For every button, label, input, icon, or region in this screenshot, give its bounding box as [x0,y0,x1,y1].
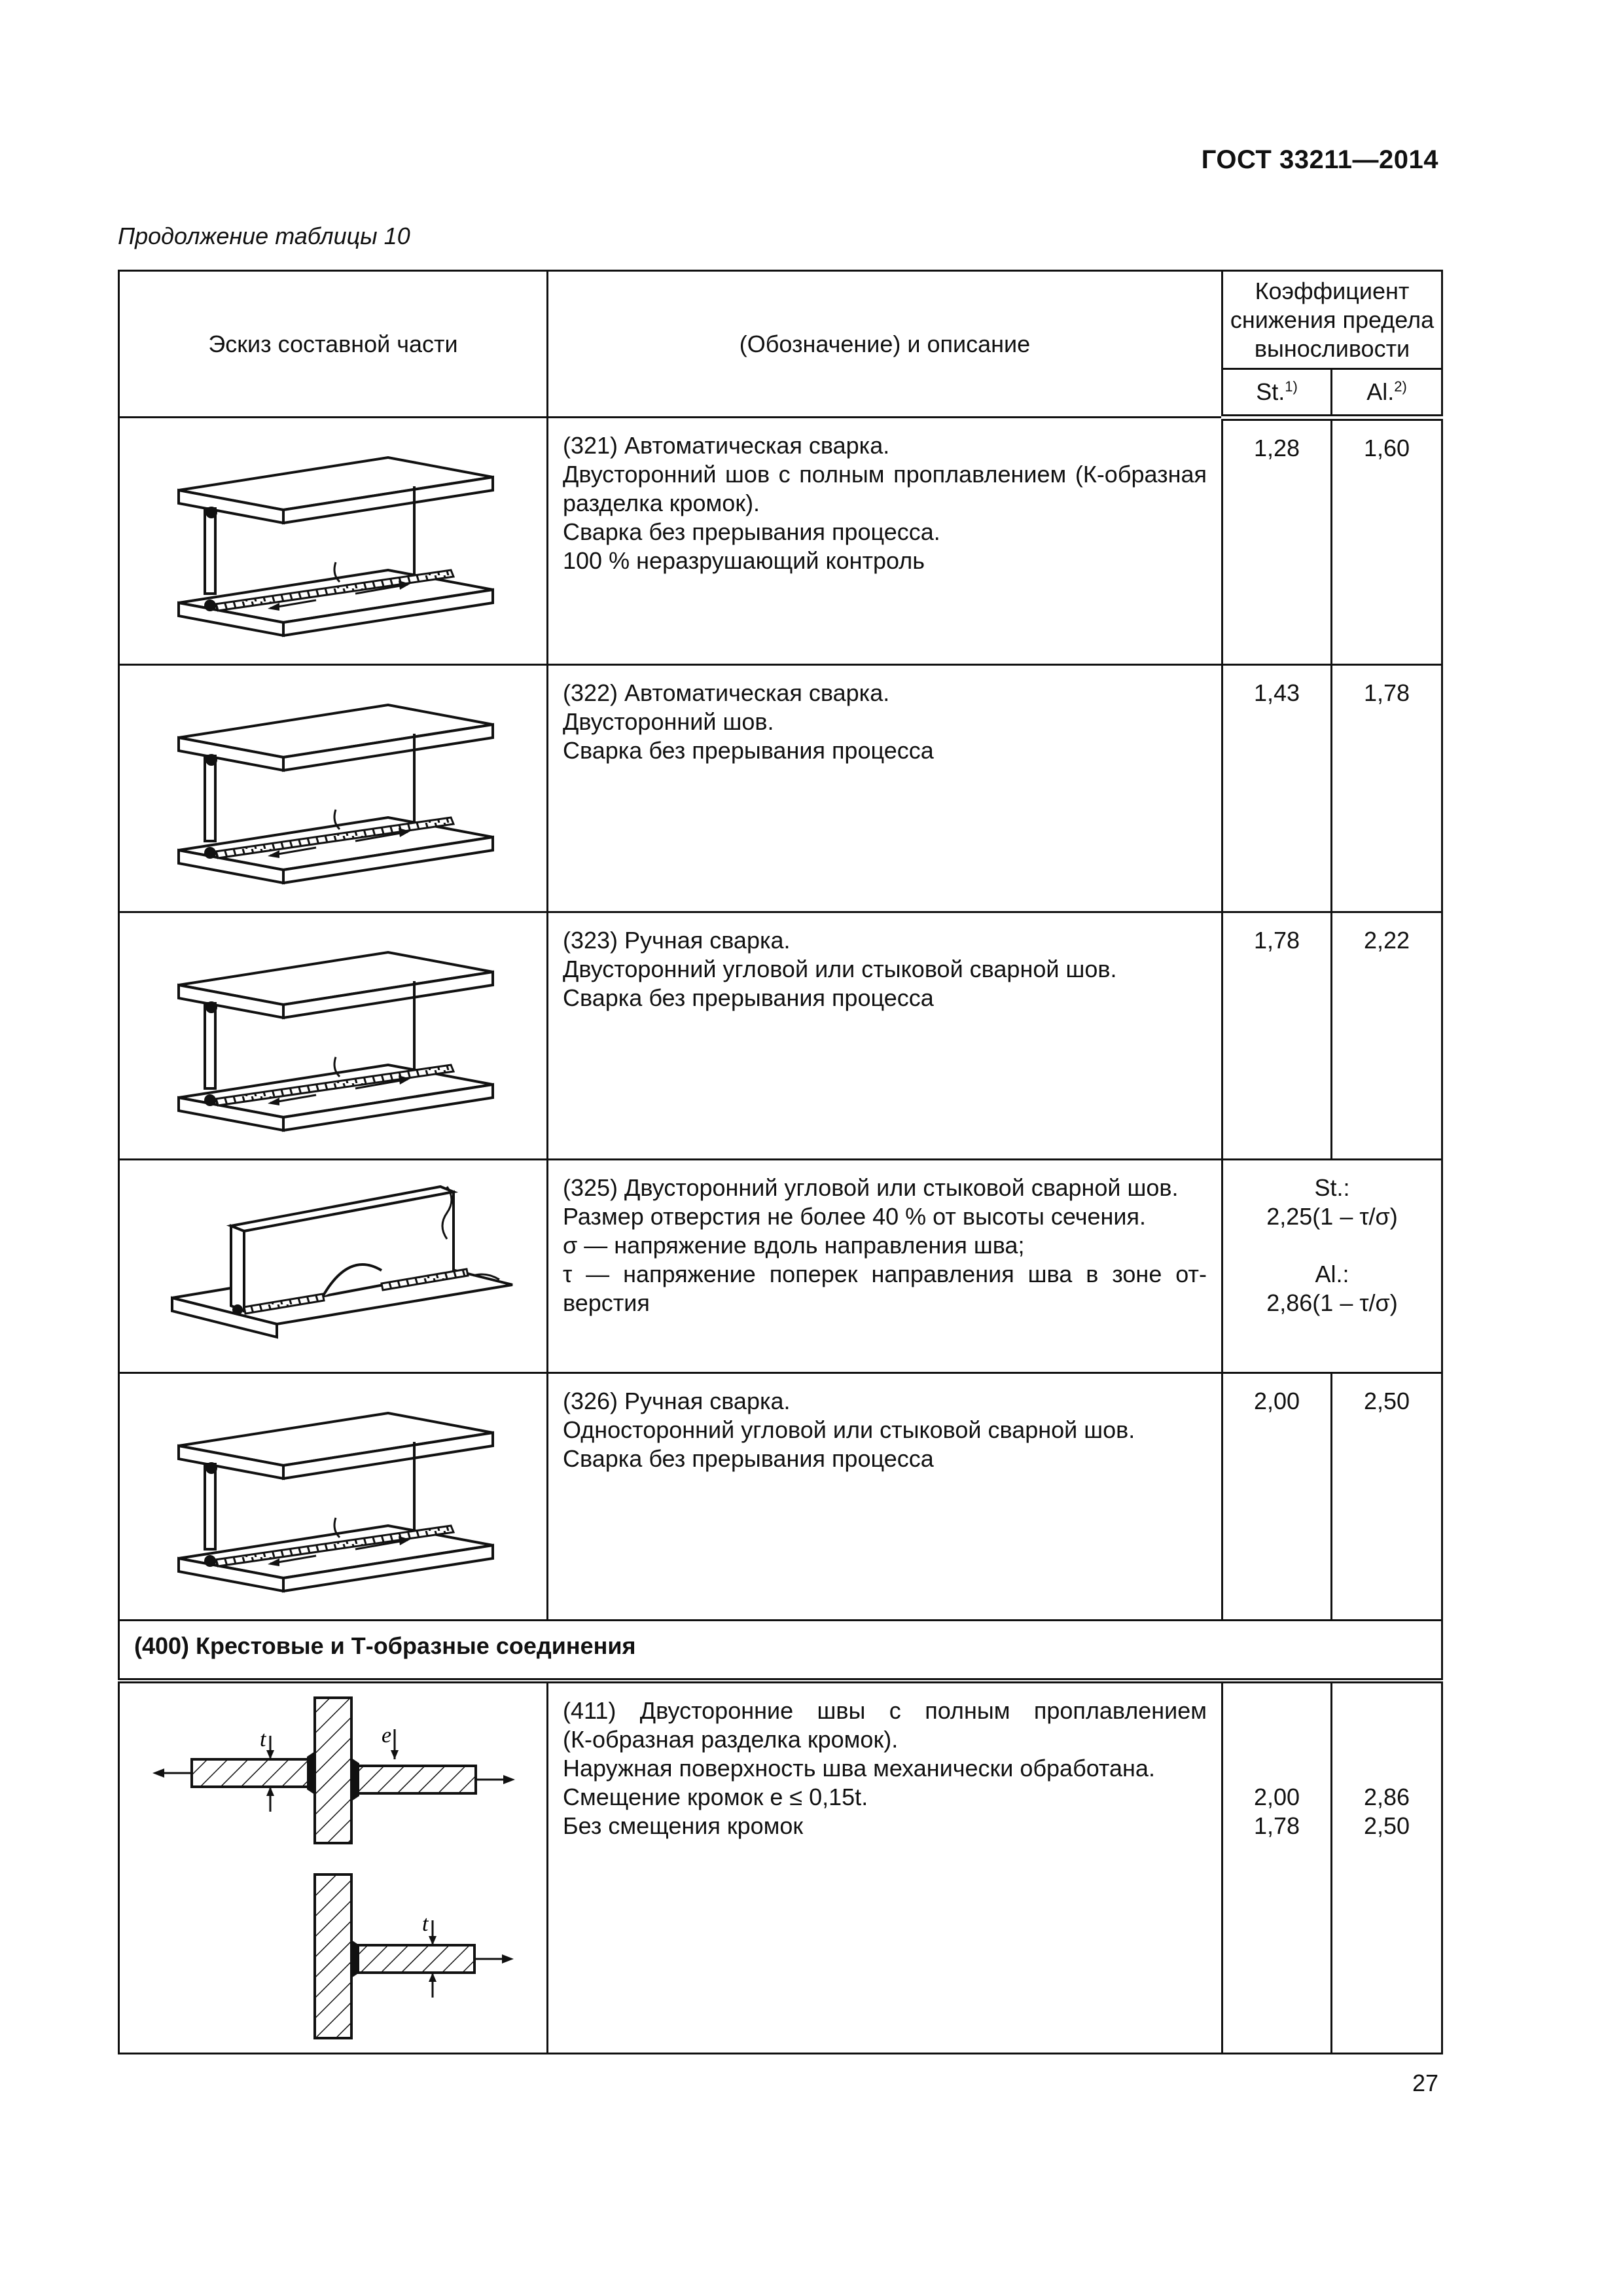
description-322: (322) Автоматическая сварка. Двусторонний шов. Сварка без прерывания процесса [548,665,1222,912]
sketch-321 [119,418,548,665]
table-row [119,1373,1442,1621]
sketch-322 [119,665,548,912]
fatigue-table [118,270,1443,2054]
description-411: (411) Двусторонние швы с полным проплавлением (К-образная разделка кромок). Наружная поверхность шва механически обработана. Смещение кромок e ≤ 0,15t. Без смещения кромок [548,1681,1222,2054]
description-326: (326) Ручная сварка. Односторонний угловой или стыковой сварной шов. Сварка без прерывания процесса [548,1373,1222,1621]
ibeam-drawing [179,1413,493,1591]
section-title: (400) Крестовые и Т-образные соединения [119,1621,1442,1681]
value-al: 2,50 [1332,1373,1442,1621]
header-description: (Обозначение) и описание [548,271,1222,418]
ibeam-drawing [179,952,493,1130]
value-st: 1,43 [1222,665,1332,912]
svg-text:t: t [422,1911,429,1936]
sketch-411 [119,1681,548,2054]
table-row [119,912,1442,1160]
sketch-323 [119,912,548,1160]
section-row [119,1621,1442,1681]
standard-code: ГОСТ 33211—2014 [1201,145,1438,174]
web-hole-drawing [120,1160,545,1370]
description-325: (325) Двусторонний угловой или стыковой сварной шов. Размер отверстия не более 40 % от высоты сечения. σ — напряжение вдоль направления шва; τ — напряжение поперек направления шва в зоне от- верстия [548,1160,1222,1373]
ibeam-drawing [179,705,493,883]
header-al: Al.$^{2)}$ [1332,369,1442,418]
page-number: 27 [1412,2070,1438,2096]
value-st: 1,28 [1222,418,1332,665]
description-323: (323) Ручная сварка. Двусторонний угловой или стыковой сварной шов. Сварка без прерывания процесса [548,912,1222,1160]
table-row [119,1681,1442,2054]
value-al: 2,22 [1332,912,1442,1160]
table-caption: Продолжение таблицы 10 [118,223,410,249]
value-st: 2,00 [1222,1373,1332,1621]
ibeam-drawing [179,457,493,636]
table-row [119,665,1442,912]
svg-text:t: t [260,1727,266,1751]
table-row [119,418,1442,665]
sketch-325 [119,1160,548,1373]
description-321: (321) Автоматическая сварка. Двусторонний шов с полным проплавлением (К-образная разделка кромок). Сварка без прерывания процесса. 100 % неразрушающий контроль [548,418,1222,665]
value-st: 2,00 1,78 [1222,1681,1332,2054]
value-al: 1,60 [1332,418,1442,665]
header-sketch: Эскиз составной части [119,271,548,418]
cruciform-drawing [120,1683,545,2053]
sketch-326 [119,1373,548,1621]
table-row [119,1160,1442,1373]
value-st: 1,78 [1222,912,1332,1160]
svg-text:e: e [382,1723,392,1748]
value-al: 1,78 [1332,665,1442,912]
header-st: St.$^{1)}$ [1222,369,1332,418]
value-combined-325: St.: 2,25(1 – τ/σ) Al.: 2,86(1 – τ/σ) [1222,1160,1442,1373]
header-coefficient: Коэффициент снижения предела выносливости [1222,271,1442,369]
value-al: 2,86 2,50 [1332,1681,1442,2054]
